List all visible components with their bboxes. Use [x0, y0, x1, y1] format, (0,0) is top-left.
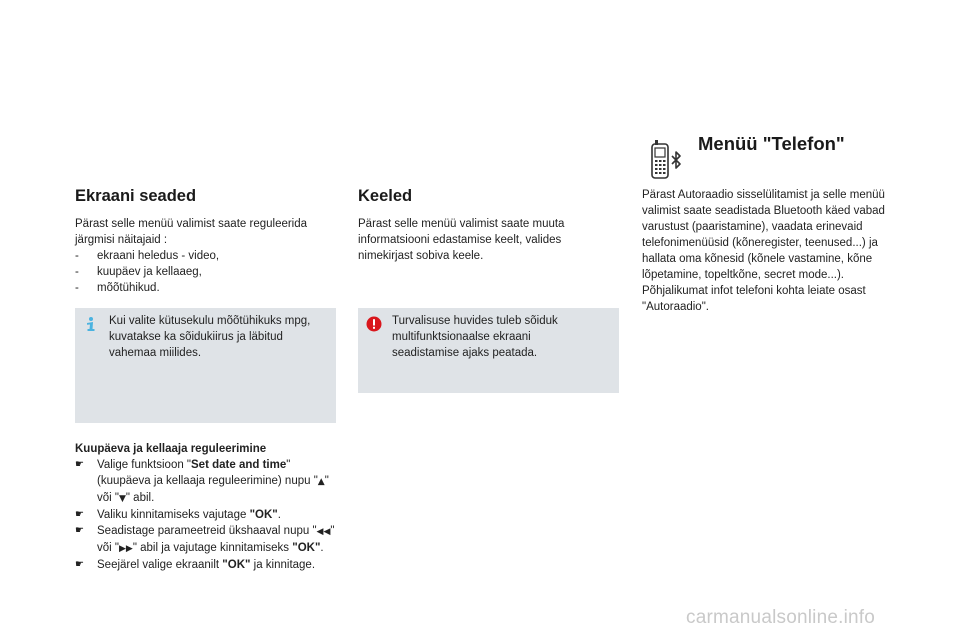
warning-icon [366, 316, 382, 332]
rewind-icon: ◀◀ [316, 527, 331, 537]
languages-text: Pärast selle menüü valimist saate muuta informatsiooni edastamise keelt, valides nimekirjast sobiva keele. [358, 218, 565, 262]
info-note-box [75, 308, 336, 423]
fast-forward-icon: ▶▶ [118, 544, 133, 554]
screen-settings-section [75, 187, 337, 296]
languages-title: Keeled [358, 187, 413, 205]
list-item: - ekraani heledus - video, [75, 248, 337, 264]
date-time-title: Kuupäeva ja kellaaja reguleerimine [75, 443, 267, 455]
list-item: ☛ Seejärel valige ekraanilt "OK" ja kinnitage. [75, 557, 345, 573]
info-icon [83, 316, 99, 332]
phone-menu-title: Menüü "Telefon" [698, 133, 845, 154]
screen-settings-title: Ekraani seaded [75, 187, 197, 205]
list-item: ☛ Valiku kinnitamiseks vajutage "OK". [75, 507, 345, 523]
phone-menu-text: Pärast Autoraadio sisselülitamist ja selle menüü valimist saate seadistada Bluetooth käed vabad varustust (paaristamine), vaadata erinevaid telefonimenüüsid (kõneregister, teenused...) ja hallata oma kõnesid (kõnele vastamine, kõne lõpetamine, topeltkõne, secret mode...). [642, 189, 885, 281]
screen-settings-list [75, 248, 337, 296]
date-time-section [75, 441, 345, 573]
phone-menu-section [642, 187, 907, 315]
info-note-text: Kui valite kütusekulu mõõtühikuks mpg, kuvatakse ka sõidukiirus ja läbitud vahemaa miilides. [109, 315, 311, 359]
warning-note-box [358, 308, 619, 393]
screen-settings-intro: Pärast selle menüü valimist saate reguleerida järgmisi näitajaid : [75, 218, 308, 246]
arrow-down-icon: ▼ [118, 494, 126, 504]
list-item: ☛ Valige funktsioon "Set date and time" (kuupäeva ja kellaaja reguleerimine) nupu "▲" või "▼" abil. [75, 457, 345, 507]
list-item: - mõõtühikud. [75, 280, 337, 296]
list-item: ☛ Seadistage parameetreid ükshaaval nupu "◀◀" või "▶▶" abil ja vajutage kinnitamiseks "OK". [75, 523, 345, 557]
date-time-steps [75, 457, 345, 573]
watermark: carmanualsonline.info [686, 607, 876, 628]
list-item: - kuupäev ja kellaaeg, [75, 264, 337, 280]
warning-note-text: Turvalisuse huvides tuleb sõiduk multifunktsionaalse ekraani seadistamise ajaks peatada. [392, 315, 558, 359]
arrow-up-icon: ▲ [317, 477, 325, 487]
phone-menu-reference: Põhjalikumat infot telefoni kohta leiate osast "Autoraadio". [642, 285, 866, 313]
languages-section [358, 187, 613, 264]
phone-bluetooth-icon [650, 140, 686, 180]
